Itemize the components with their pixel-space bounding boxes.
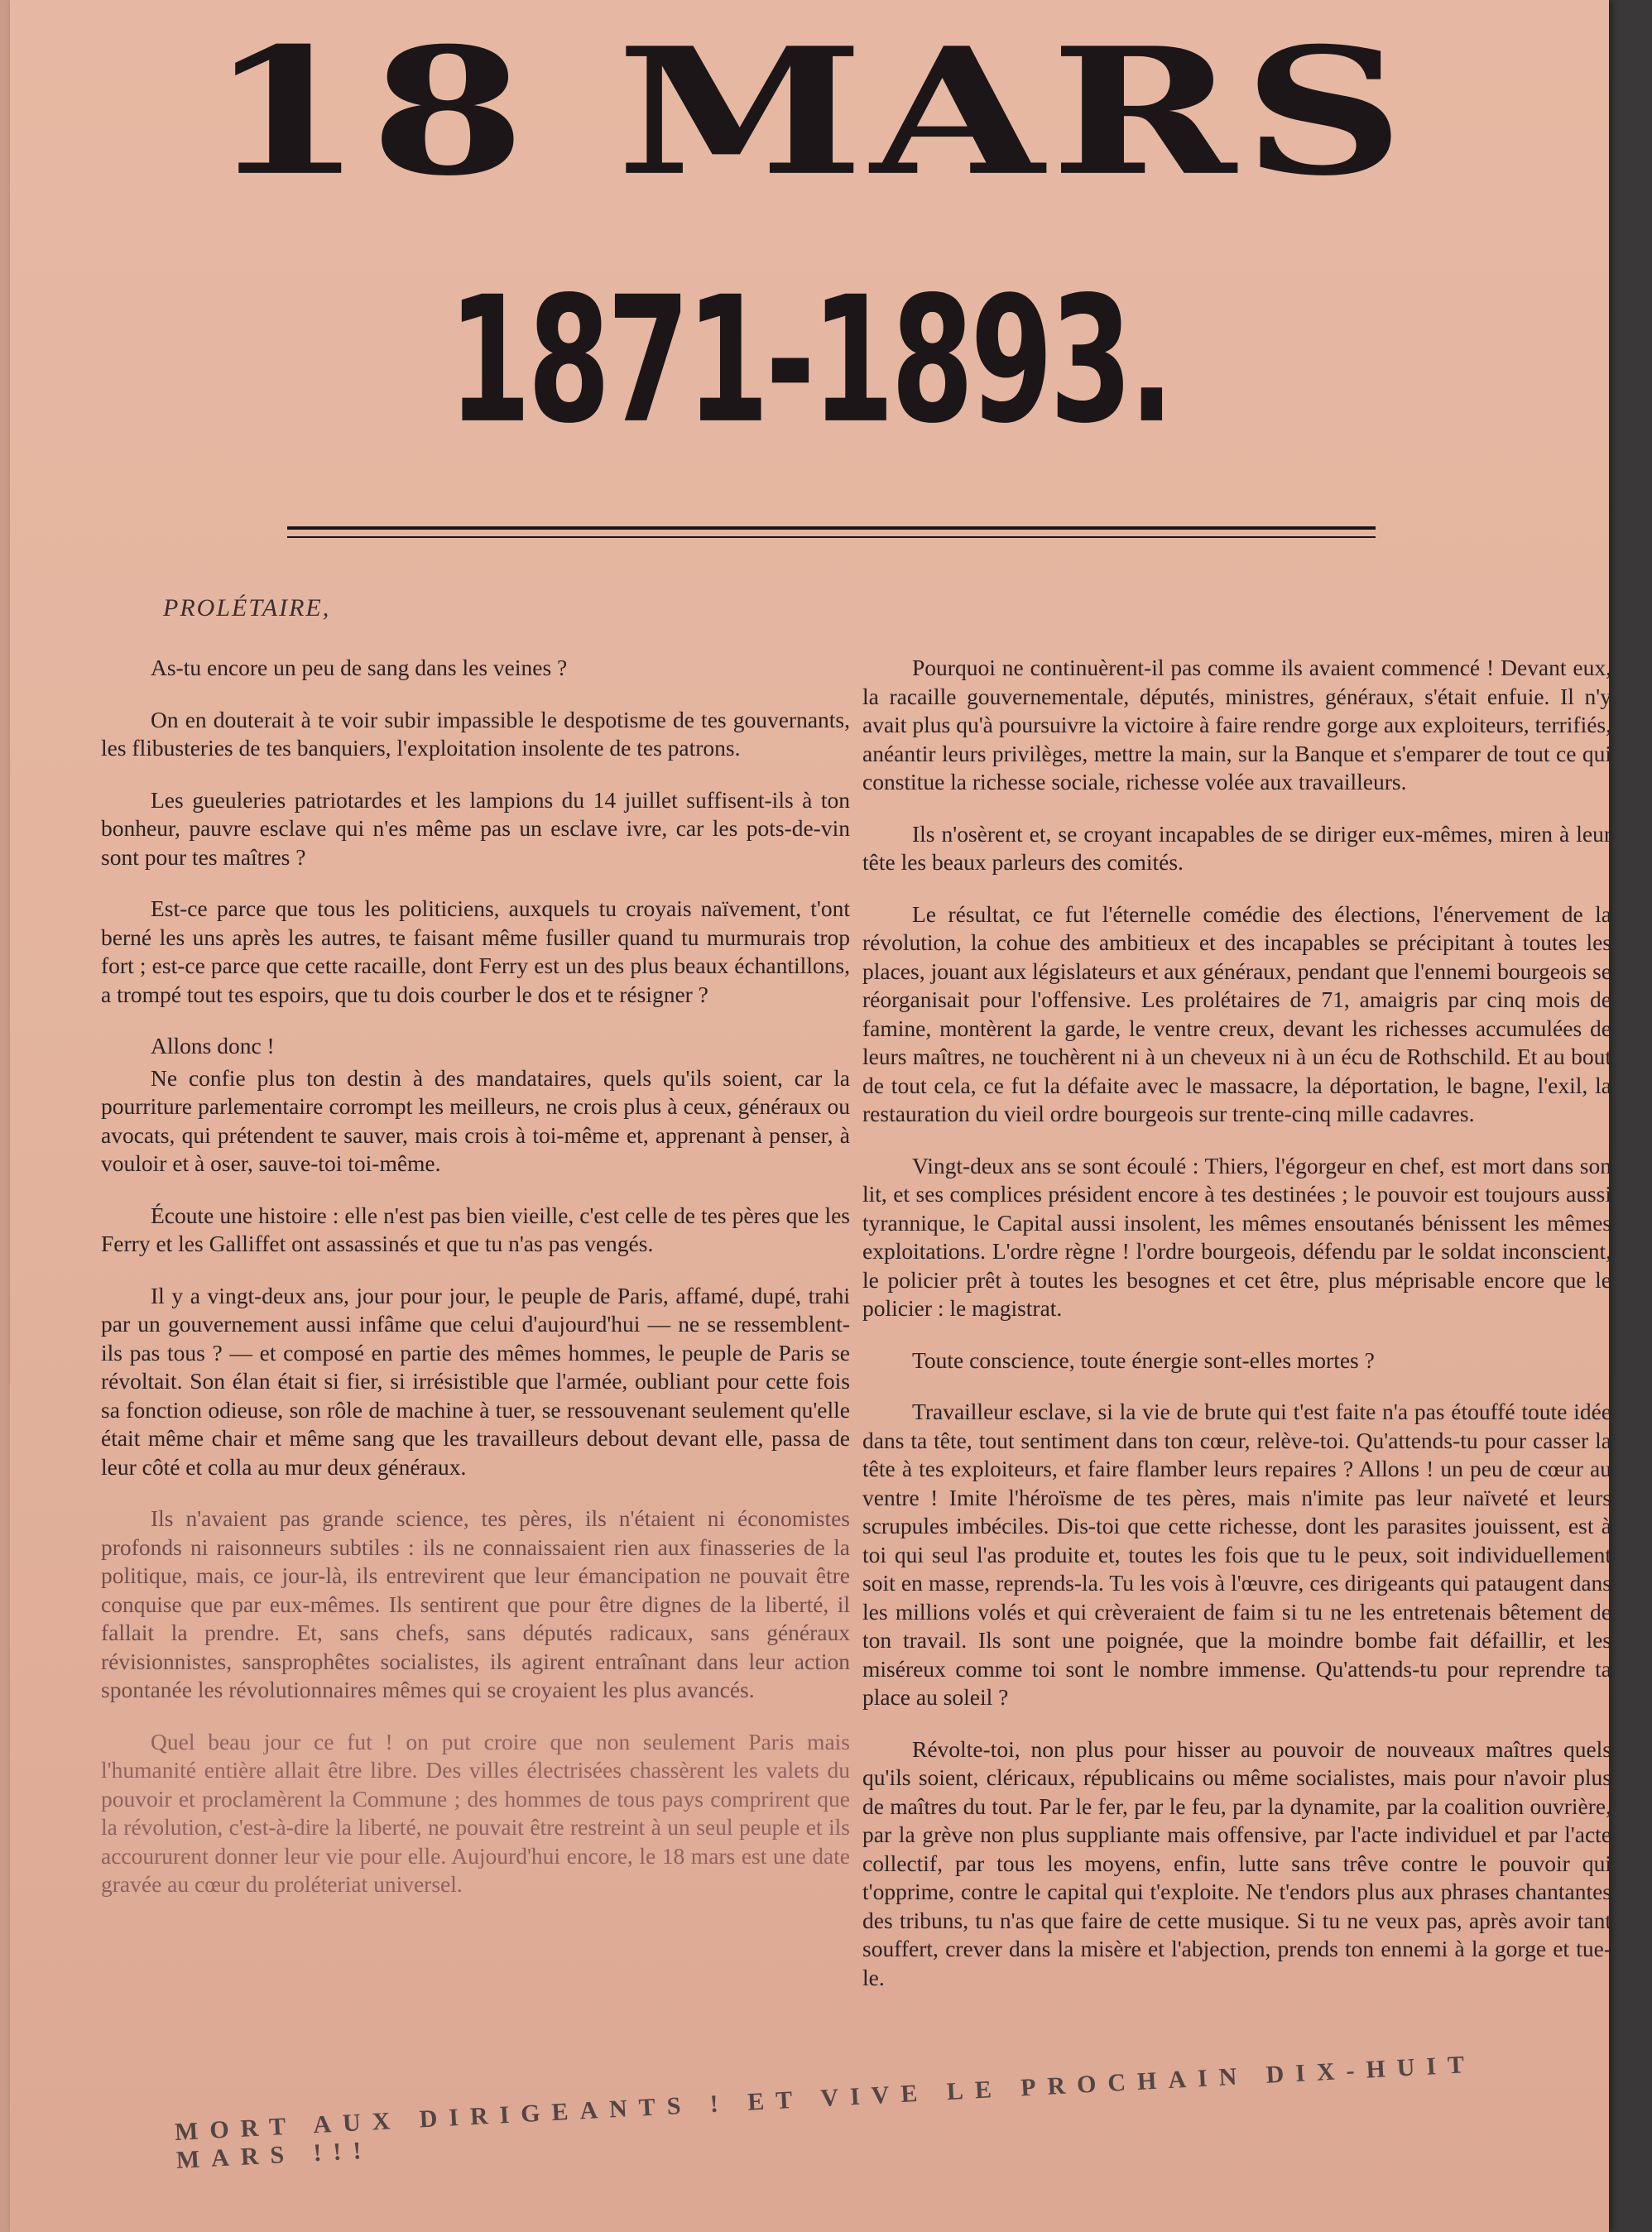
paragraph: As-tu encore un peu de sang dans les veines ?: [151, 655, 568, 680]
paragraph: Toute conscience, toute énergie sont-elles mortes ?: [912, 1346, 1375, 1373]
paragraph: Ils n'avaient pas grande science, tes pères, ils n'étaient ni économistes profonds ni raisonneurs subtiles : ils ne connaissaient rien aux finasseries de la politique, mais, ce jour-là, ils entrevirent que leur émancipation ne pouvait être conquise que par eux-mêmes. Ils sentirent que pour être dignes de la liberté, il fallait la prendre. Et, sans chefs, sans députés radicaux, sans généraux révisionnistes, sansprophêtes socialistes, ils agirent entraînant dans leur action spontanée les révolutionnaires mêmes qui se croyaient les plus avancés.: [101, 1505, 850, 1702]
paragraph: Écoute une histoire : elle n'est pas bien vieille, c'est celle de tes pères que les Ferry et les Galliffet ont assassinés et que tu n'as pas vengés.: [101, 1202, 850, 1256]
footer-slogan: MORT AUX DIRIGEANTS ! ET VIVE LE PROCHAIN DIX-HUIT MARS !!!: [174, 2050, 1477, 2174]
paragraph: Ne confie plus ton destin à des mandataires, quels qu'ils soient, car la pourriture parlementaire corrompt les meilleurs, ne crois plus à ceux, généraux ou avocats, qui prétendent te sauver, mais crois à toi-même et, apprenant à penser, à vouloir et à oser, sauve-toi toi-même.: [101, 1064, 850, 1176]
paragraph: On en douterait à te voir subir impassible le despotisme de tes gouvernants, les flibusteries de tes banquiers, l'exploitation insolente de tes patrons.: [101, 706, 850, 761]
poster-years: 1871-1893.: [448, 259, 1171, 463]
title-divider-thick: [287, 526, 1376, 530]
paragraph: Travailleur esclave, si la vie de brute qui t'est faite n'a pas étouffé toute idée dans ta tête, tout sentiment dans ton cœur, relève-toi. Qu'attends-tu pour casser la tête à tes exploiteurs, et faire flamber leurs repaires ? Allons ! un peu de cœur au ventre ! Imite l'héroïsme de tes pères, mais n'imite pas leur naïveté et leurs scrupules imbéciles. Dis-toi que cette richesse, dont les parasites jouissent, est à toi qui seul l'as produite et, toutes les fois que tu le peux, soit individuellement soit en masse, reprends-la. Tu les vois à l'œuvre, ces dirigeants qui pataugent dans les millions volés et qui crèveraient de faim si tu ne les entretenais bêtement de ton travail. Ils sont une poignée, que la moindre bombe fait défaillir, et les miséreux comme toi sont le nombre immense. Qu'attends-tu pour reprendre ta place au soleil ?: [862, 1399, 1611, 1710]
poster-sheet: [10, 0, 1609, 2232]
title-divider-thin: [287, 536, 1376, 538]
paragraph: Les gueuleries patriotardes et les lampions du 14 juillet suffisent-ils à ton bonheur, pauvre esclave qui n'es même pas un esclave ivre, car les pots-de-vin sont pour tes maîtres ?: [101, 786, 850, 870]
greeting: PROLÉTAIRE,: [163, 594, 331, 622]
paragraph: Il y a vingt-deux ans, jour pour jour, le peuple de Paris, affamé, dupé, trahi par un gouvernement aussi infâme que celui d'aujourd'hui — ne se ressemblent-ils pas tous ? — et composé en partie des mêmes hommes, le peuple de Paris se révoltait. Son élan était si fier, si irrésistible que l'armée, oubliant pour cette fois sa fonction odieuse, son rôle de machine à tuer, se ressouvenant seulement qu'elle était même chair et même sang que les travailleurs debout devant elle, passa de leur côté et colla au mur deux généraux.: [101, 1282, 850, 1480]
paragraph: Allons donc !: [151, 1033, 275, 1058]
left-column: [101, 654, 850, 1922]
paragraph: Vingt-deux ans se sont écoulé : Thiers, l'égorgeur en chef, est mort dans son lit, et ses complices président encore à tes destinées ; le pouvoir est toujours aussi tyrannique, le Capital aussi insolent, les mêmes ensoutanés bénissent les mêmes exploitations. L'ordre règne ! l'ordre bourgeois, défendu par le soldat inconscient, le policier prêt à toutes les besognes et cet être, plus méprisable encore que le policier : le magistrat.: [862, 1152, 1611, 1321]
poster-title: 18 MARS: [208, 8, 1411, 214]
paragraph: Révolte-toi, non plus pour hisser au pouvoir de nouveaux maîtres quels qu'ils soient, cléricaux, républicains ou même socialistes, mais pour n'avoir plus de maîtres du tout. Par le fer, par le feu, par la dynamite, par la coalition ouvrière, par la grève non plus suppliante mais offensive, par l'acte individuel et par l'acte collectif, par tous les moyens, enfin, lutte sans trêve contre le pouvoir qui t'opprime, contre le capital qui t'exploite. Ne t'endors plus aux phrases chantantes des tribuns, tu n'as que faire de cette musique. Si tu ne veux pas, après avoir tant souffert, crever dans la misère et l'abjection, prends ton ennemi à la gorge et tue-le.: [862, 1735, 1611, 1990]
paragraph: Pourquoi ne continuèrent-il pas comme ils avaient commencé ! Devant eux, la racaille gouvernementale, députés, ministres, généraux, s'était enfuie. Il n'y avait plus qu'à poursuivre la victoire à faire rendre gorge aux exploiteurs, terrifiés, anéantir leurs privilèges, mettre la main, sur la Banque et s'emparer de tout ce qui constitue la richesse sociale, richesse volée aux travailleurs.: [862, 655, 1611, 794]
paragraph: Quel beau jour ce fut ! on put croire que non seulement Paris mais l'humanité entière allait être libre. Des villes électrisées chassèrent les valets du pouvoir et proclamèrent la Commune ; des hommes de tous pays comprirent que la révolution, c'est-à-dire la liberté, ne pouvait être restreint à un seul peuple et ils accoururent donner leur vie pour elle. Aujourd'hui encore, le 18 mars est une date gravée au cœur du proléteriat universel.: [101, 1728, 850, 1897]
paragraph: Est-ce parce que tous les politiciens, auxquels tu croyais naïvement, t'ont berné les uns après les autres, te faisant même fusiller quand tu murmurais trop fort ; est-ce parce que cette racaille, dont Ferry est un des plus beaux échantillons, a trompé tout tes espoirs, que tu dois courber le dos et te résigner ?: [101, 895, 850, 1007]
right-column: [862, 654, 1611, 2015]
paragraph: Le résultat, ce fut l'éternelle comédie des élections, l'énervement de la révolution, la cohue des ambitieux et des incapables se précipitant à toutes les places, jouant aux législateurs et aux généraux, pendant que l'ennemi bourgeois se réorganisait pour l'offensive. Les prolétaires de 71, amaigris par cinq mois de famine, montèrent la garde, le ventre creux, devant les richesses accumulées de leurs maîtres, ne touchèrent ni à un cheveux ni à un écu de Rothschild. Et au bout de tout cela, ce fut la défaite avec le massacre, la déportation, le bagne, l'exil, la restauration du vieil ordre bourgeois sur trente-cinq mille cadavres.: [862, 900, 1611, 1126]
paragraph: Ils n'osèrent et, se croyant incapables de se diriger eux-mêmes, miren à leur tête les beaux parleurs des comités.: [862, 820, 1611, 875]
